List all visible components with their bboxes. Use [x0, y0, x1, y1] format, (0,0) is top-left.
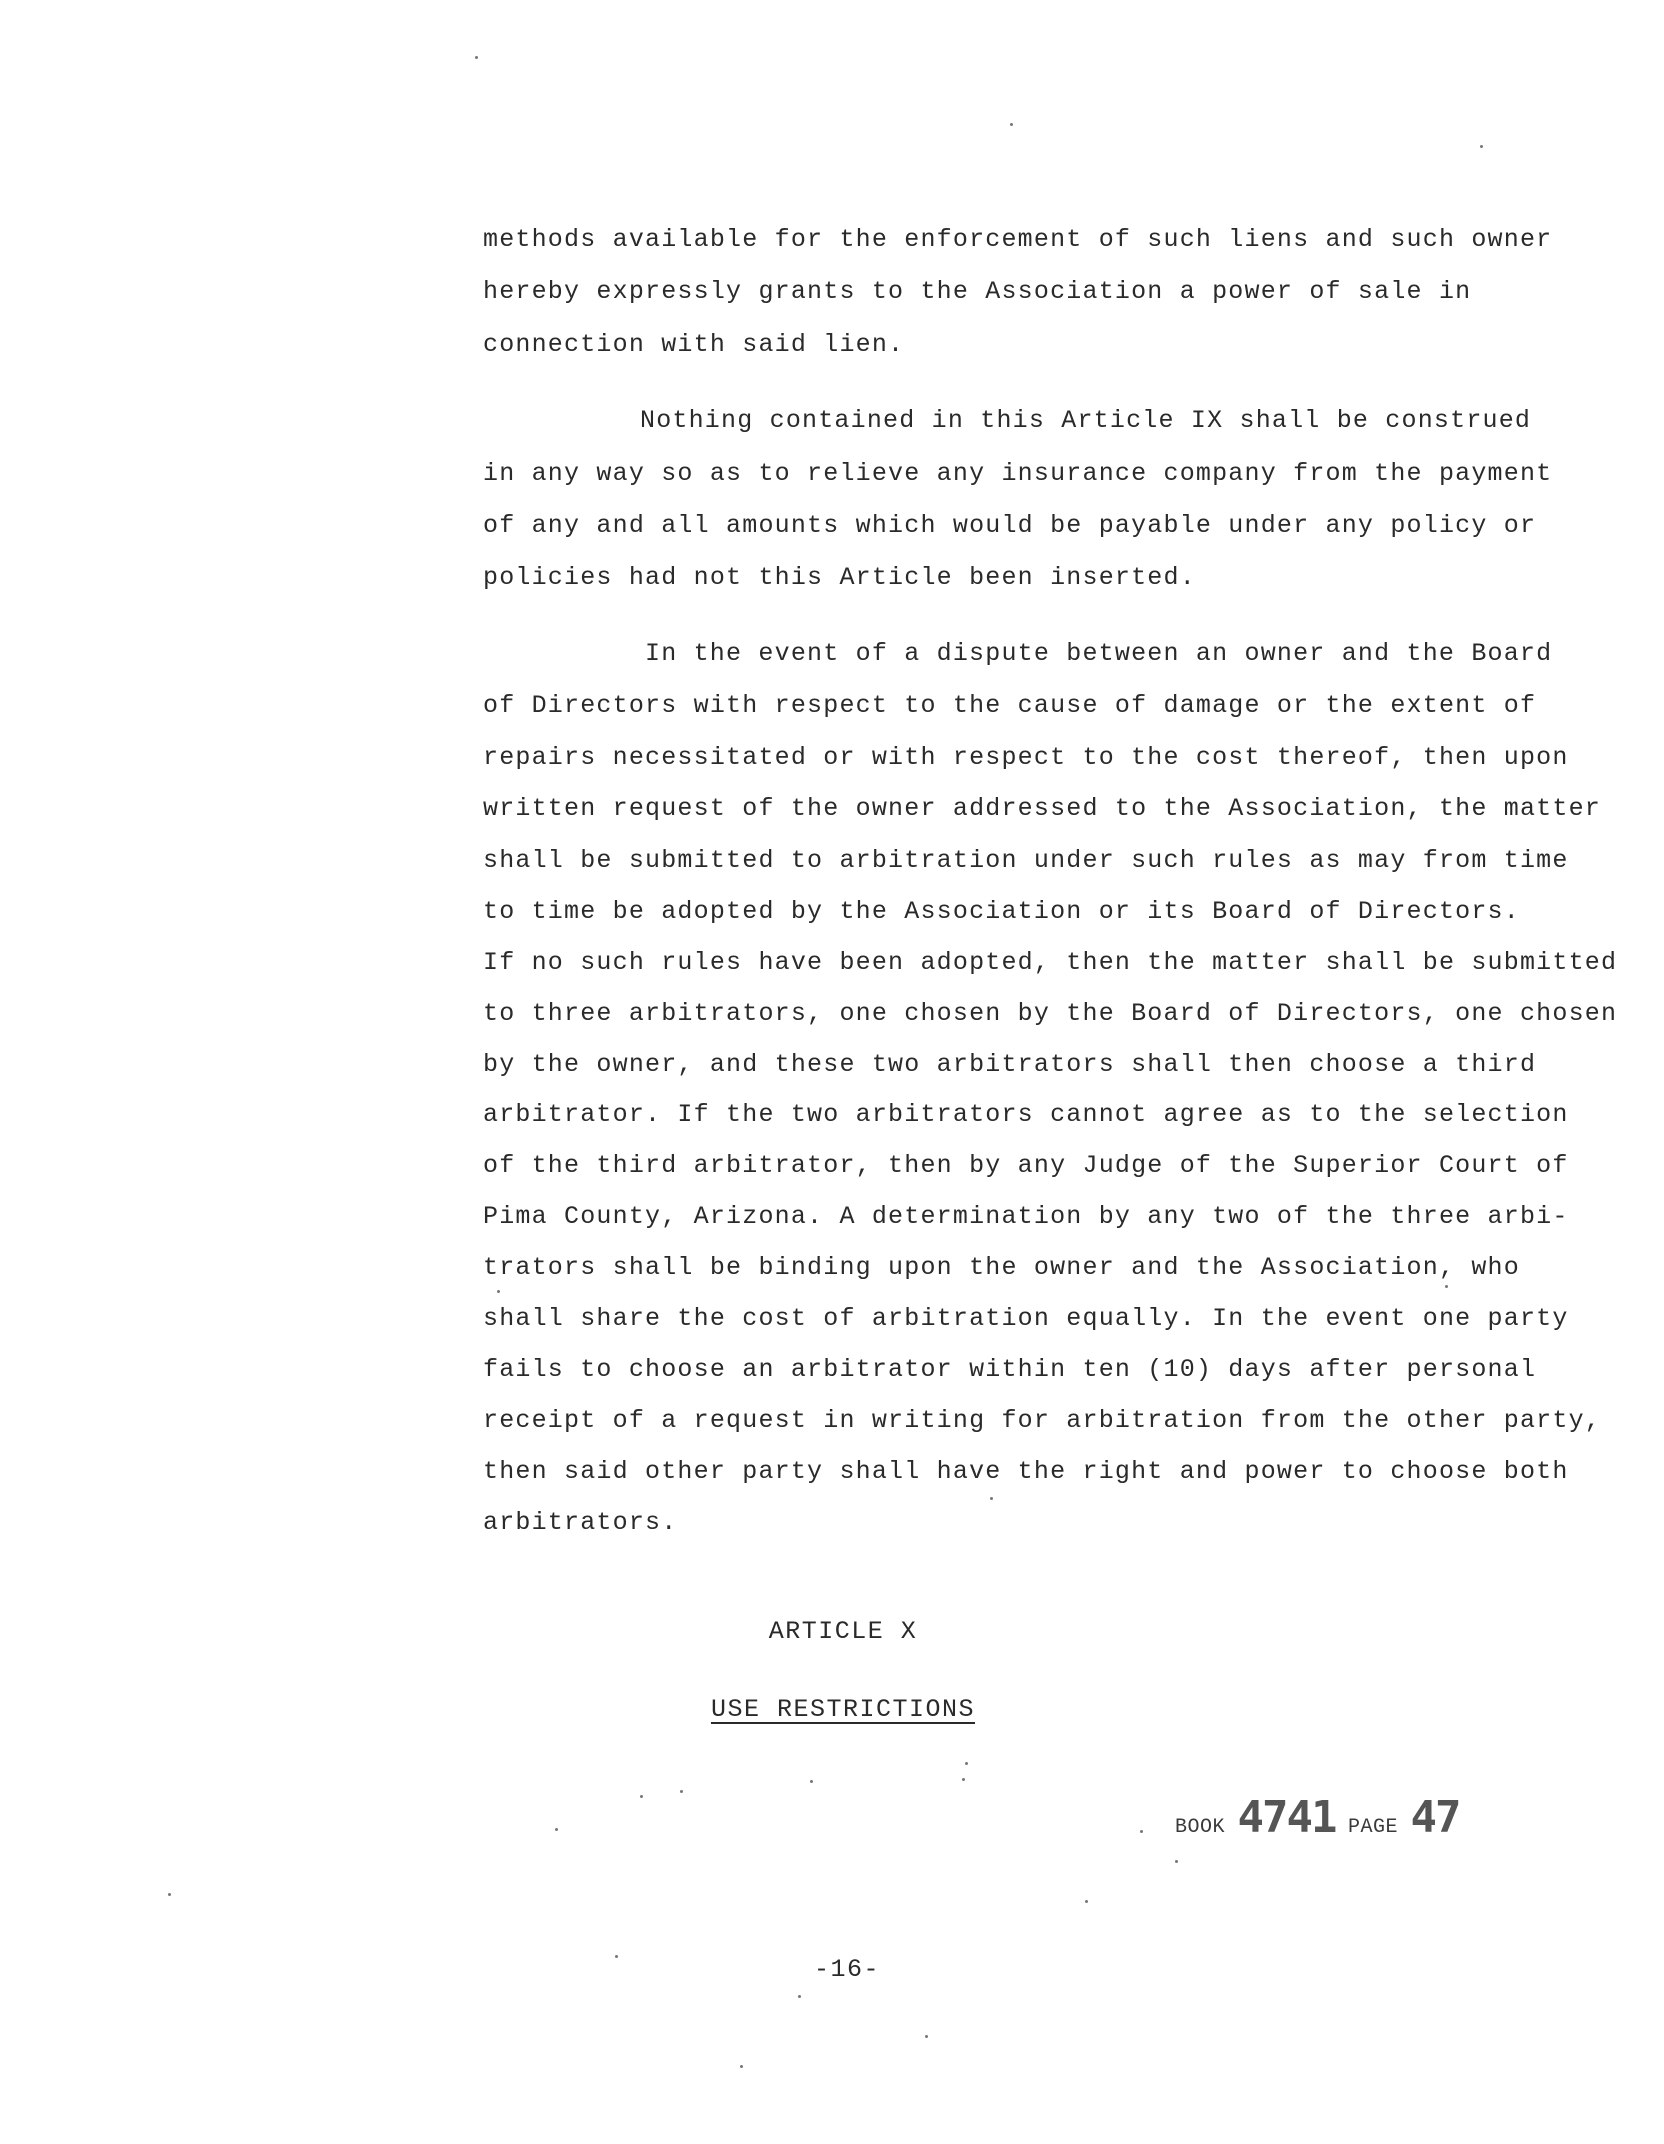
text-line: trators shall be binding upon the owner and the Association, who: [483, 1253, 1520, 1282]
article-title: [0, 1695, 1664, 1724]
text-line: of the third arbitrator, then by any Judge of the Superior Court of: [483, 1151, 1569, 1180]
text-line: If no such rules have been adopted, then the matter shall be submitted: [483, 948, 1618, 977]
scan-speck: [680, 1790, 683, 1793]
text-line: repairs necessitated or with respect to the cost thereof, then upon: [483, 743, 1569, 772]
text-line: then said other party shall have the right and power to choose both: [483, 1457, 1569, 1486]
text-line: of Directors with respect to the cause of damage or the extent of: [483, 691, 1537, 720]
text-line: connection with said lien.: [483, 330, 905, 359]
text-line: shall be submitted to arbitration under such rules as may from time: [483, 846, 1569, 875]
text-line: to time be adopted by the Association or its Board of Directors.: [483, 897, 1520, 926]
scan-speck: [798, 1995, 801, 1998]
text-line: arbitrators.: [483, 1508, 678, 1537]
scan-speck: [1140, 1830, 1143, 1833]
text-line: written request of the owner addressed to the Association, the matter: [483, 794, 1601, 823]
scan-speck: [1085, 1900, 1088, 1903]
stamp-page-label: PAGE: [1348, 1816, 1399, 1839]
text-line: fails to choose an arbitrator within ten (10) days after personal: [483, 1355, 1537, 1384]
text-line: to three arbitrators, one chosen by the Board of Directors, one chosen: [483, 999, 1618, 1028]
scan-speck: [168, 1893, 171, 1896]
scan-speck: [1445, 1285, 1448, 1288]
scan-speck: [740, 2065, 743, 2068]
scan-speck: [475, 56, 478, 59]
book-page-stamp: [1175, 1792, 1460, 1843]
text-line: Pima County, Arizona. A determination by any two of the three arbi-: [483, 1202, 1569, 1231]
stamp-page-number: 47: [1410, 1792, 1460, 1843]
article-title-text: USE RESTRICTIONS: [710, 1695, 976, 1724]
scan-speck: [965, 1762, 968, 1765]
text-line: policies had not this Article been inserted.: [483, 563, 1196, 592]
scan-speck: [555, 1828, 558, 1831]
article-heading: ARTICLE X: [768, 1617, 918, 1646]
text-line: In the event of a dispute between an owner and the Board: [645, 639, 1553, 668]
scan-speck: [990, 1497, 993, 1500]
scan-speck: [1175, 1860, 1178, 1863]
scan-speck: [1010, 123, 1013, 126]
scan-speck: [1480, 145, 1483, 148]
stamp-book-number: 4741: [1237, 1792, 1336, 1843]
text-line: arbitrator. If the two arbitrators cannot agree as to the selection: [483, 1100, 1569, 1129]
text-line: Nothing contained in this Article IX shall be construed: [640, 406, 1532, 435]
text-line: of any and all amounts which would be payable under any policy or: [483, 511, 1537, 540]
stamp-book-label: BOOK: [1175, 1816, 1226, 1839]
scan-speck: [640, 1795, 643, 1798]
scan-speck: [497, 1290, 500, 1293]
scan-speck: [925, 2035, 928, 2038]
scan-speck: [810, 1780, 813, 1783]
scan-speck: [962, 1778, 965, 1781]
text-line: hereby expressly grants to the Association a power of sale in: [483, 277, 1472, 306]
scan-speck: [615, 1955, 618, 1958]
text-line: receipt of a request in writing for arbitration from the other party,: [483, 1406, 1601, 1435]
page-number: -16-: [813, 1955, 880, 1984]
text-line: methods available for the enforcement of such liens and such owner: [483, 225, 1553, 254]
text-line: shall share the cost of arbitration equally. In the event one party: [483, 1304, 1569, 1333]
text-line: in any way so as to relieve any insurance company from the payment: [483, 459, 1553, 488]
text-line: by the owner, and these two arbitrators shall then choose a third: [483, 1050, 1537, 1079]
